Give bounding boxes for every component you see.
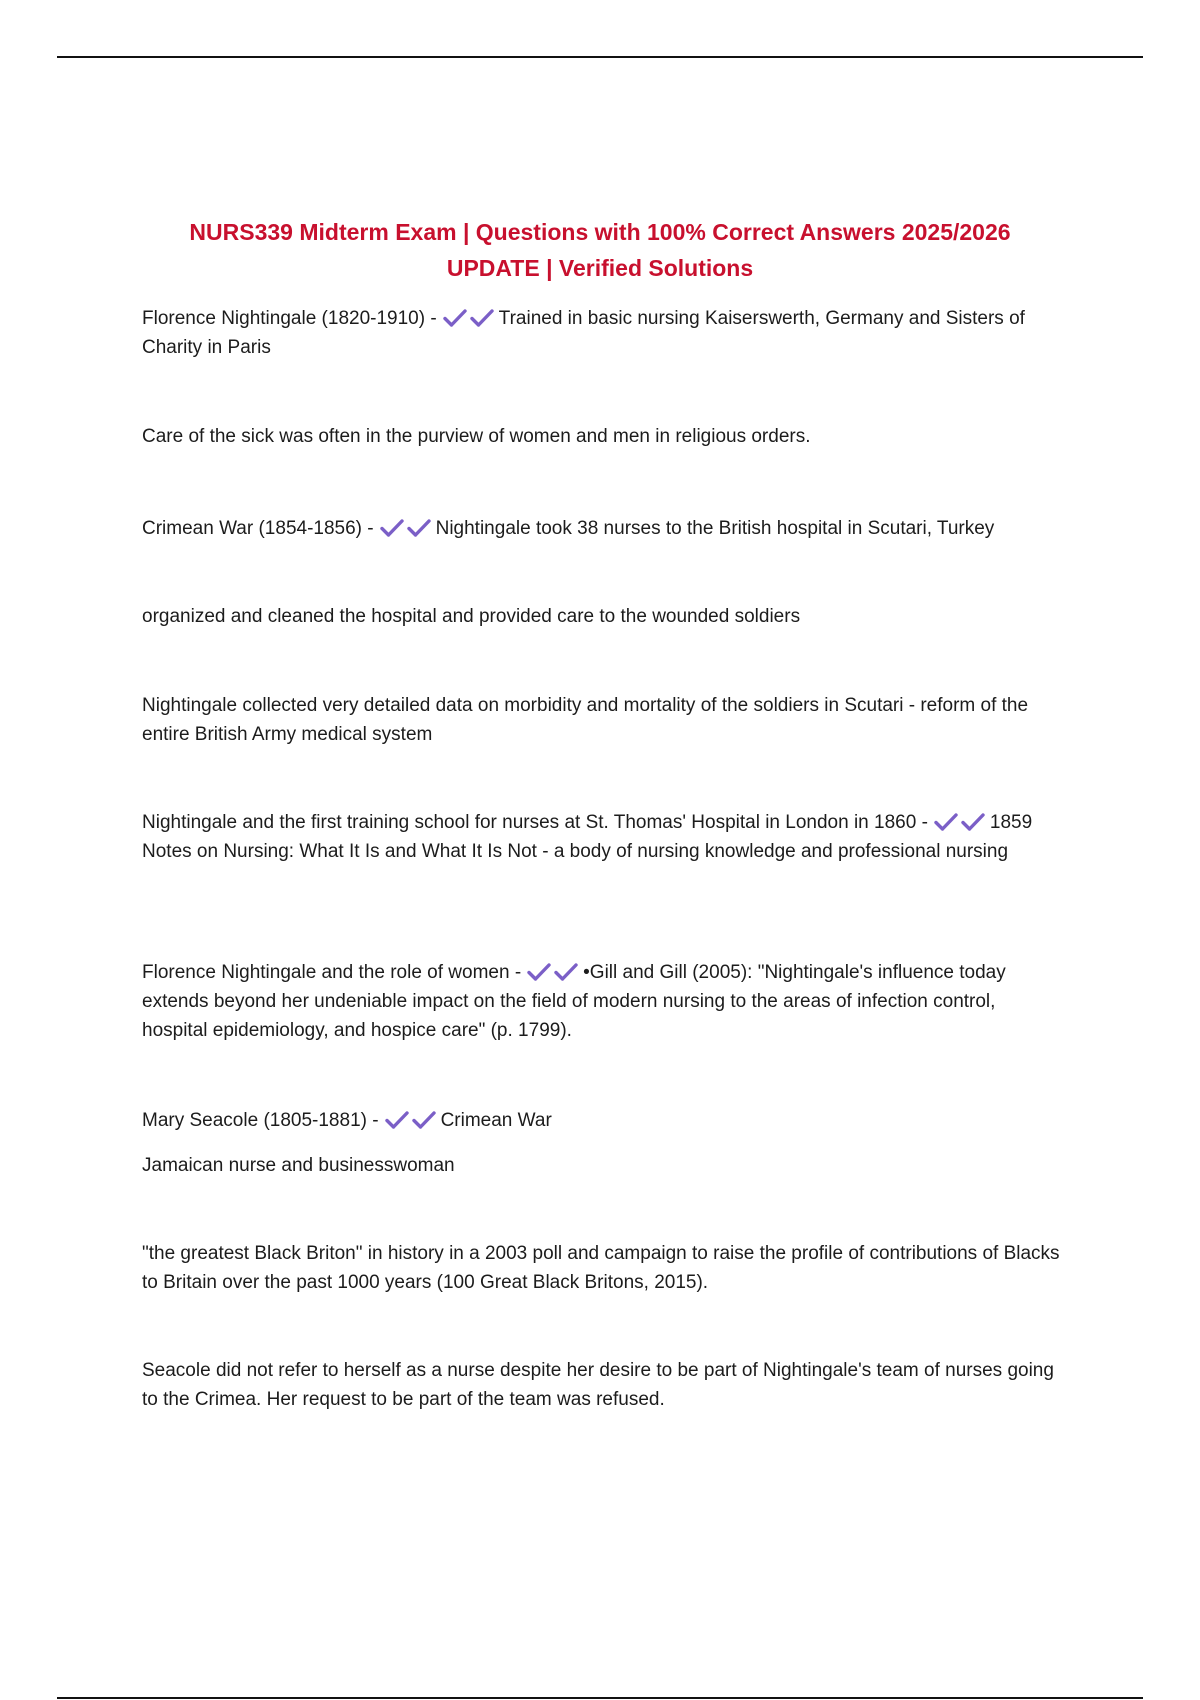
checkmark-icon xyxy=(385,1111,409,1129)
checkmark-icon xyxy=(443,309,467,327)
verified-checks xyxy=(527,958,581,987)
entry-term: Crimean War (1854-1856) - xyxy=(142,518,374,539)
checkmark-icon xyxy=(934,813,958,831)
qa-entry-mary-seacole xyxy=(142,1106,1062,1135)
entry-answer: •Gill and Gill (2005): "Nightingale's influence today extends beyond her undeniable impact on the field of modern nursing to the areas of infection control, hospital epidemiology, and hospice care" (p. 1799). xyxy=(142,962,1006,1041)
checkmark-icon xyxy=(961,813,985,831)
checkmark-icon xyxy=(470,309,494,327)
checkmark-icon xyxy=(412,1111,436,1129)
entry-answer: 1859 Notes on Nursing: What It Is and What It Is Not - a body of nursing knowledge and professional nursing xyxy=(142,812,1033,862)
text-entry-jamaican-nurse: Jamaican nurse and businesswoman xyxy=(142,1155,455,1176)
entry-term: Florence Nightingale (1820-1910) - xyxy=(142,308,437,329)
entry-answer: Nightingale took 38 nurses to the British hospital in Scutari, Turkey xyxy=(435,518,995,539)
verified-checks xyxy=(934,808,988,837)
text-entry-seacole-request: Seacole did not refer to herself as a nurse despite her desire to be part of Nightingale's team of nurses going to the Crimea. Her request to be part of the team was refused. xyxy=(142,1360,1054,1410)
entry-term: Florence Nightingale and the role of women - xyxy=(142,962,522,983)
checkmark-icon xyxy=(554,963,578,981)
text-entry-care-of-sick: Care of the sick was often in the purview of women and men in religious orders. xyxy=(142,426,811,447)
checkmark-icon xyxy=(407,519,431,537)
footer-rule xyxy=(57,1697,1143,1699)
qa-entry-crimean-war xyxy=(142,514,1062,543)
verified-checks xyxy=(443,304,497,333)
verified-checks xyxy=(385,1106,439,1135)
text-entry-greatest-black-briton: "the greatest Black Briton" in history in a 2003 poll and campaign to raise the profile of contributions of Blacks to Britain over the past 1000 years (100 Great Black Britons, 2015). xyxy=(142,1243,1060,1293)
entry-answer: Trained in basic nursing Kaiserswerth, Germany and Sisters of Charity in Paris xyxy=(142,308,1025,358)
verified-checks xyxy=(380,514,434,543)
entry-term: Nightingale and the first training school for nurses at St. Thomas' Hospital in London in 1860 - xyxy=(142,812,928,833)
entry-term: Mary Seacole (1805-1881) - xyxy=(142,1110,379,1131)
header-rule xyxy=(57,56,1143,58)
checkmark-icon xyxy=(380,519,404,537)
qa-entry-florence-nightingale xyxy=(142,304,1062,362)
text-entry-detailed-data: Nightingale collected very detailed data on morbidity and mortality of the soldiers in Scutari - reform of the entire British Army medical system xyxy=(142,695,1029,745)
entry-answer: Crimean War xyxy=(440,1110,552,1131)
qa-entry-training-school xyxy=(142,808,1062,866)
document-title: NURS339 Midterm Exam | Questions with 100% Correct Answers 2025/2026 UPDATE | Verified Solutions xyxy=(189,219,1011,281)
text-entry-organized-hospital: organized and cleaned the hospital and provided care to the wounded soldiers xyxy=(142,606,801,627)
checkmark-icon xyxy=(527,963,551,981)
qa-entry-role-of-women xyxy=(142,958,1062,1045)
